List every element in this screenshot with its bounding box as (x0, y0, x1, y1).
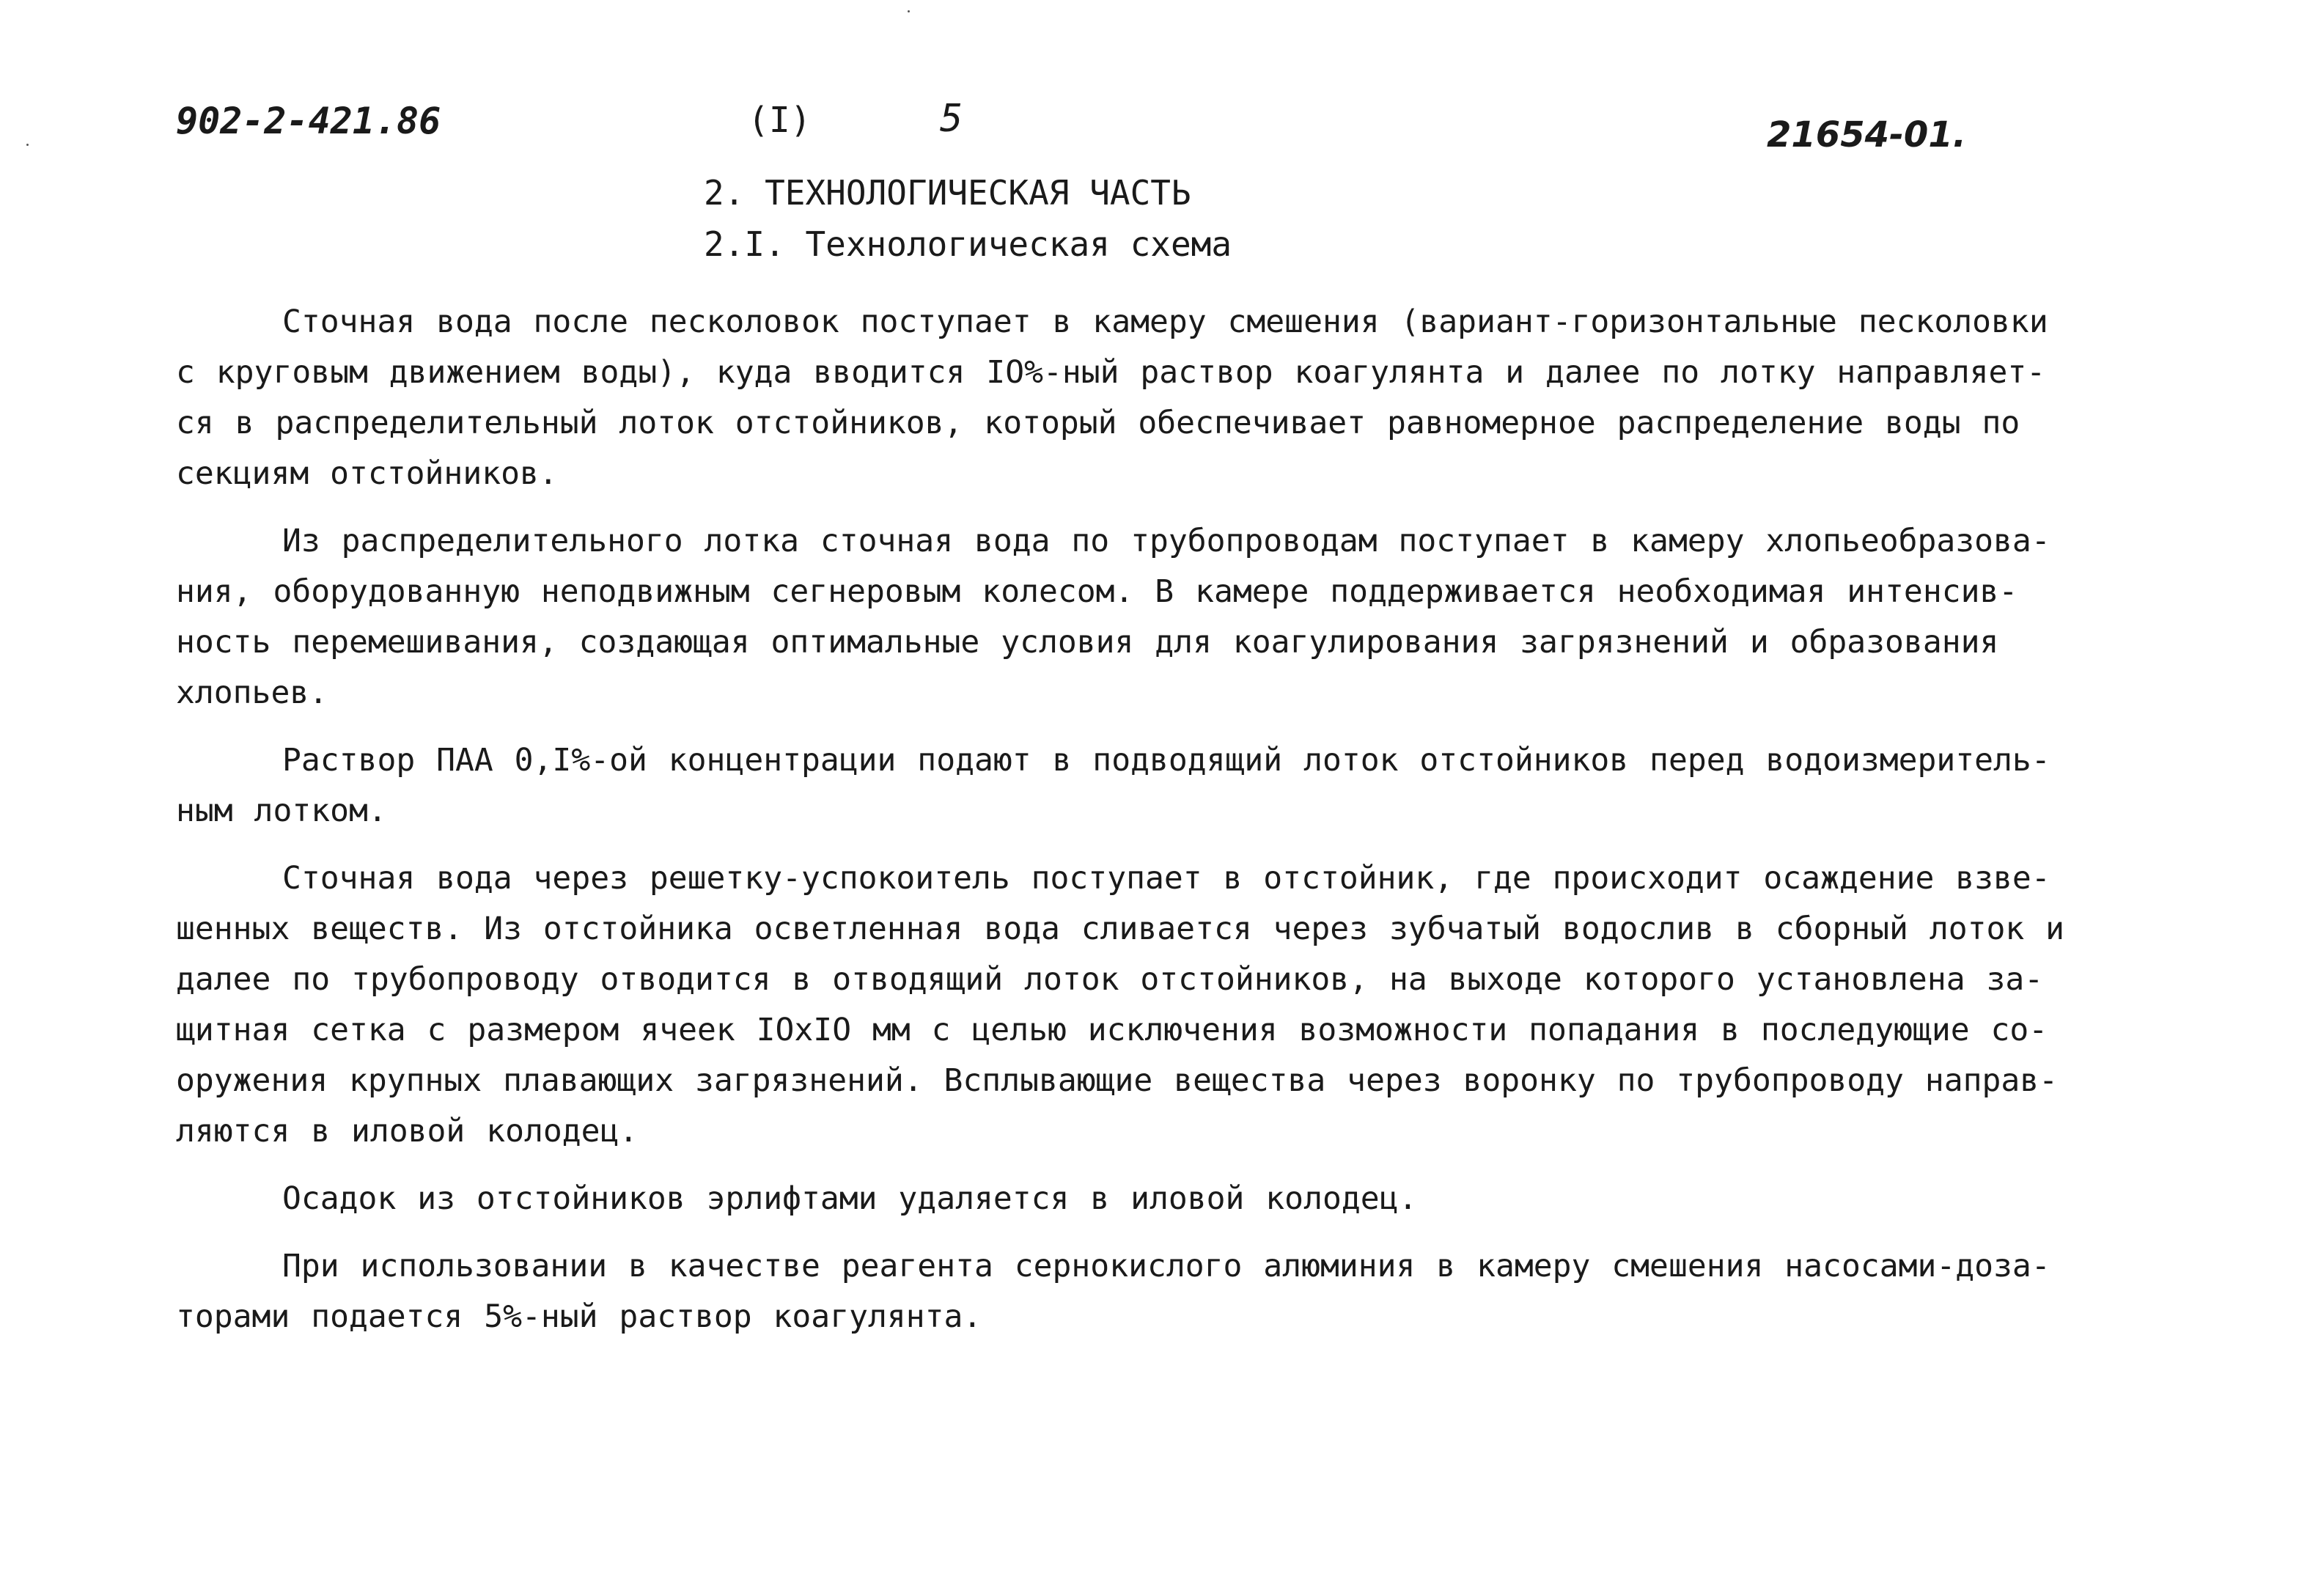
page-number: 5 (940, 97, 963, 141)
document-code: 902-2-421.86 (176, 100, 441, 142)
text-line: Раствор ПАА 0,I%-ой концентрации подают в подводящий лоток отстойников перед водоизмеритель- (282, 742, 2050, 779)
scan-speck (26, 144, 29, 146)
paragraph (176, 297, 2170, 499)
text-line: торами подается 5%-ный раствор коагулянта. (176, 1298, 982, 1335)
paragraph (176, 735, 2170, 836)
text-line: далее по трубопроводу отводится в отводящий лоток отстойников, на выходе которого установлена за- (176, 961, 2044, 998)
text-line: ным лотком. (176, 793, 387, 829)
sheet-number: (I) (748, 100, 812, 141)
text-line: Осадок из отстойников эрлифтами удаляется в иловой колодец. (282, 1180, 1418, 1217)
text-line: ляются в иловой колодец. (176, 1113, 639, 1150)
text-line: Сточная вода после песколовок поступает в камеру смешения (вариант-горизонтальные песколовки (282, 304, 2048, 340)
text-line: При использовании в качестве реагента сернокислого алюминия в камеру смешения насосами-доза- (282, 1248, 2050, 1284)
text-line: ния, оборудованную неподвижным сегнеровым колесом. В камере поддерживается необходимая интенсив- (176, 573, 2018, 610)
paragraph (176, 1174, 2170, 1224)
paragraph (176, 853, 2170, 1157)
text-line: Из распределительного лотка сточная вода по трубопроводам поступает в камеру хлопьеобразова- (282, 523, 2050, 559)
text-line: хлопьев. (176, 674, 328, 711)
section-title: 2. ТЕХНОЛОГИЧЕСКАЯ ЧАСТЬ (704, 173, 1191, 213)
title-block (704, 167, 1232, 270)
text-line: секциям отстойников. (176, 455, 558, 492)
paragraph (176, 1241, 2170, 1342)
scan-speck (908, 10, 910, 12)
subsection-title: 2.I. Технологическая схема (704, 224, 1232, 264)
text-line: ность перемешивания, создающая оптимальные условия для коагулирования загрязнений и образования (176, 624, 1999, 661)
text-line: с круговым движением воды), куда вводится IO%-ный раствор коагулянта и далее по лотку направляет- (176, 354, 2046, 391)
text-line: Сточная вода через решетку-успокоитель поступает в отстойник, где происходит осаждение взве- (282, 860, 2050, 897)
paragraph (176, 516, 2170, 718)
text-line: шенных веществ. Из отстойника осветленная вода сливается через зубчатый водослив в сборный лоток и (176, 911, 2065, 947)
inventory-number: 21654-01. (1767, 114, 1966, 155)
text-line: щитная сетка с размером ячеек IOxIO мм с целью исключения возможности попадания в последующие со- (176, 1012, 2048, 1048)
text-line: ся в распределительный лоток отстойников, который обеспечивает равномерное распределение воды по (176, 405, 2020, 441)
body-text (176, 297, 2170, 1342)
text-line: оружения крупных плавающих загрязнений. Всплывающие вещества через воронку по трубопроводу направ- (176, 1062, 2059, 1099)
